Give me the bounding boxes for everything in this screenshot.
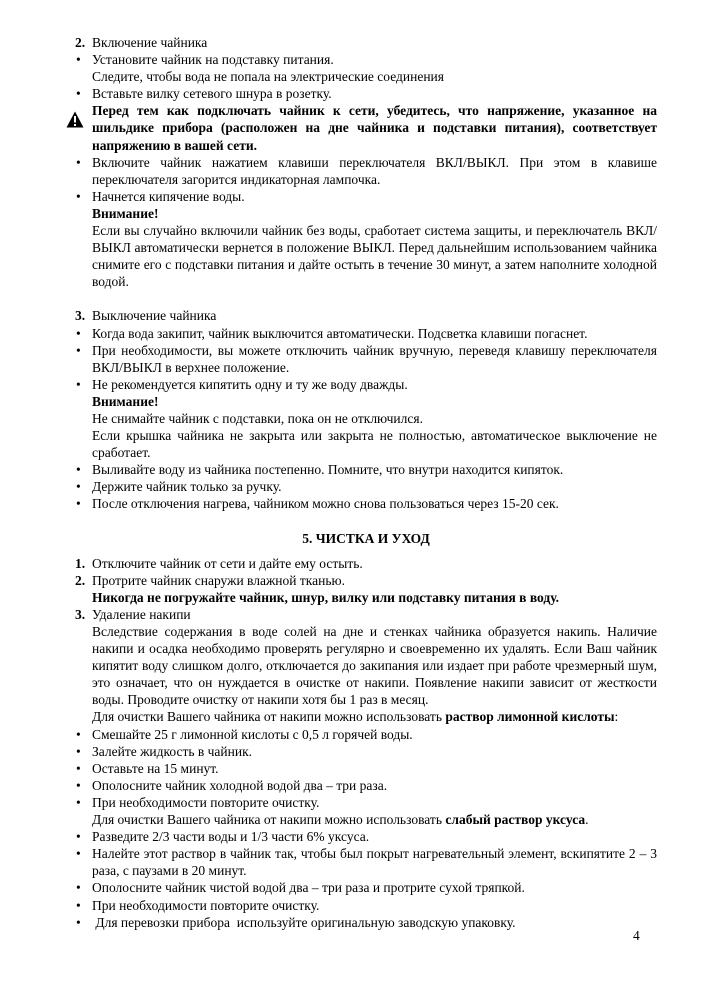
citric-acid-intro: Для очистки Вашего чайника от накипи можно использовать раствор лимонной кислоты: bbox=[92, 709, 619, 725]
list-item: • Разведите 2/3 части воды и 1/3 части 6% уксуса. bbox=[75, 828, 657, 845]
list-item: • Включите чайник нажатием клавиши переключателя ВКЛ/ВЫКЛ. При этом в клавише переключателя загорится индикаторная лампочка. bbox=[75, 154, 657, 188]
section-number: 2. bbox=[75, 35, 86, 50]
section-title: Выключение чайника bbox=[92, 308, 217, 324]
list-item: • При необходимости, вы можете отключить чайник вручную, переведя клавишу переключателя ВКЛ/ВЫКЛ в верхнее положение. bbox=[75, 342, 657, 376]
attention-label: Внимание! bbox=[92, 205, 159, 221]
list-item: • При необходимости повторите очистку. bbox=[75, 897, 657, 914]
list-item: • Залейте жидкость в чайник. bbox=[75, 743, 657, 760]
immersion-warning: Никогда не погружайте чайник, шнур, вилку или подставку питания в воду. bbox=[92, 589, 560, 605]
descaling-paragraph: Вследствие содержания в воде солей на дне и стенках чайника образуется накипь. Наличие накипи и осадка необходимо проверять регулярно и своевременно их удалять. Если Ваш чайник кипятит воду слишком долго, отключается до закипания или издает при работе чрезмерный шум, это означает, что он нуждается в очистке от накипи. Появление накипи зависит от жесткости воды. Проводите очистку от накипи хотя бы 1 раз в месяц. bbox=[92, 624, 657, 708]
list-item: • Для перевозки прибора используйте оригинальную заводскую упаковку. bbox=[75, 914, 657, 931]
list-item: • Ополосните чайник холодной водой два – три раза. bbox=[75, 777, 657, 794]
vinegar-intro: Для очистки Вашего чайника от накипи можно использовать слабый раствор уксуса. bbox=[92, 812, 589, 828]
attention-text: Если вы случайно включили чайник без воды, сработает система защиты, и переключатель ВКЛ/ВЫКЛ автоматически вернется в положение ВЫКЛ. Перед дальнейшим использованием чайника снимите его с подставки питания и дайте остыть в течение 30 минут, а затем наполните холодной водой. bbox=[92, 223, 657, 290]
attention-label: Внимание! bbox=[92, 393, 159, 409]
attention-text: Если крышка чайника не закрыта или закрыта не полностью, автоматическое выключение не сработает. bbox=[92, 428, 657, 461]
section-title: Включение чайника bbox=[92, 35, 208, 50]
list-item: • Налейте этот раствор в чайник так, чтобы был покрыт нагревательный элемент, вскипятите 2 – 3 раза, с паузами в 20 минут. bbox=[75, 845, 657, 879]
numbered-item: 1. Отключите чайник от сети и дайте ему остыть. bbox=[75, 555, 363, 571]
section-heading-cleaning: 5. ЧИСТКА И УХОД bbox=[302, 530, 430, 546]
numbered-item: 3. Удаление накипи bbox=[75, 606, 191, 622]
list-item: • Начнется кипячение воды. bbox=[75, 188, 657, 205]
page-number: 4 bbox=[633, 928, 640, 943]
list-item: • Выливайте воду из чайника постепенно. Помните, что внутри находится кипяток. bbox=[75, 461, 657, 478]
section-kettle-on bbox=[75, 34, 657, 51]
list-item: • Смешайте 25 г лимонной кислоты с 0,5 л горячей воды. bbox=[75, 726, 657, 743]
list-item: • Когда вода закипит, чайник выключится автоматически. Подсветка клавиши погаснет. bbox=[75, 325, 657, 342]
list-item: • Установите чайник на подставку питания. Следите, чтобы вода не попала на электрические соединения bbox=[75, 51, 657, 85]
list-item: • При необходимости повторите очистку. bbox=[75, 794, 657, 811]
voltage-warning: Перед тем как подключать чайник к сети, убедитесь, что напряжение, указанное на шильдике прибора (расположен на дне чайника и подставки питания), соответствует напряжению в вашей сети. bbox=[75, 102, 657, 153]
list-item: • Ополосните чайник чистой водой два – три раза и протрите сухой тряпкой. bbox=[75, 879, 657, 896]
section-kettle-off bbox=[75, 307, 657, 324]
list-item: • Вставьте вилку сетевого шнура в розетку. bbox=[75, 85, 657, 102]
list-item: • После отключения нагрева, чайником можно снова пользоваться через 15-20 сек. bbox=[75, 495, 657, 512]
list-item: • Оставьте на 15 минут. bbox=[75, 760, 657, 777]
attention-text: Не снимайте чайник с подставки, пока он не отключился. bbox=[92, 410, 423, 426]
warning-triangle-icon bbox=[66, 111, 84, 128]
list-item: • Держите чайник только за ручку. bbox=[75, 478, 657, 495]
numbered-item: 2. Протрите чайник снаружи влажной тканью. bbox=[75, 572, 345, 588]
manual-page bbox=[75, 34, 657, 931]
list-item: • Не рекомендуется кипятить одну и ту же воду дважды. bbox=[75, 376, 657, 393]
section-number: 3. bbox=[75, 308, 86, 324]
